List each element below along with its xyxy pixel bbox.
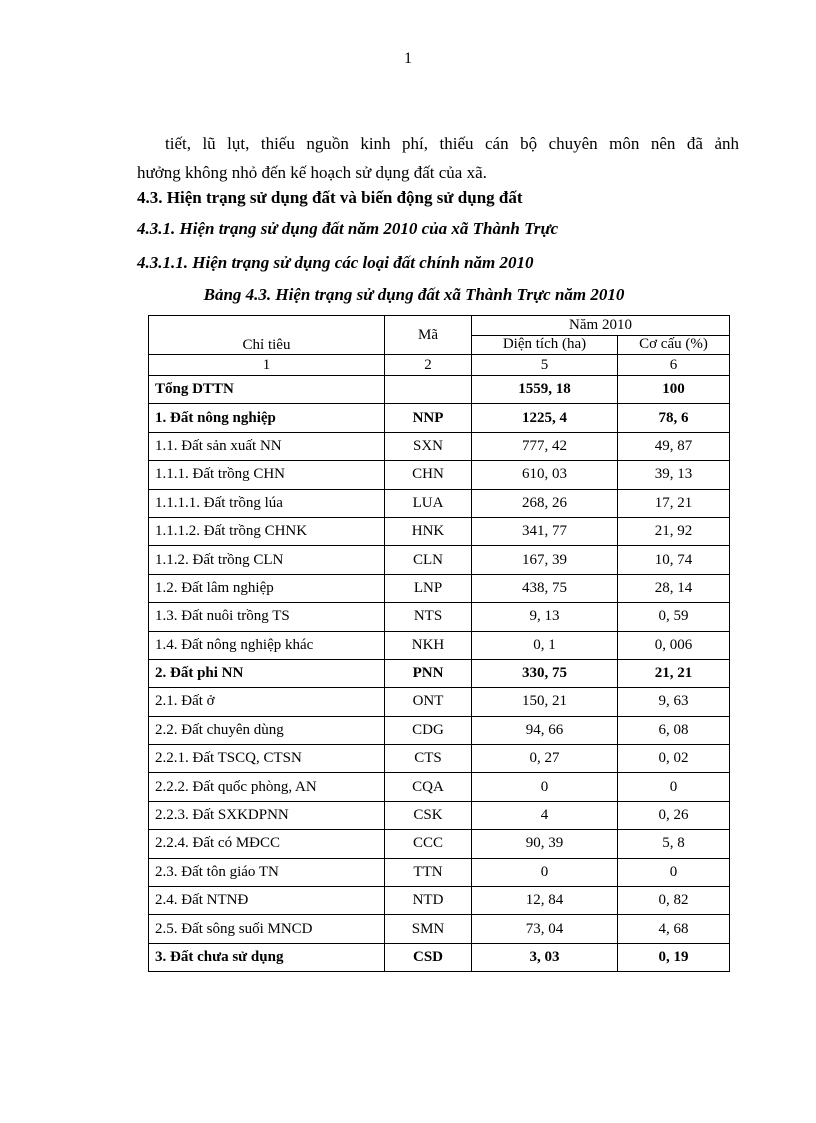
table-row (149, 546, 730, 574)
table-caption: Bảng 4.3. Hiện trạng sử dụng đất xã Thành Trực năm 2010 (203, 285, 625, 304)
table-header-row-1 (149, 316, 730, 336)
table-row (149, 688, 730, 716)
row-share: 0, 26 (618, 801, 730, 829)
column-index-row (149, 355, 730, 376)
section-heading-4-3: 4.3. Hiện trạng sử dụng đất và biến động sử dụng đất (137, 188, 523, 207)
row-area: 3, 03 (472, 943, 618, 971)
row-share: 0, 19 (618, 943, 730, 971)
row-area: 330, 75 (472, 659, 618, 687)
row-share: 0, 82 (618, 887, 730, 915)
row-share: 39, 13 (618, 461, 730, 489)
row-area: 150, 21 (472, 688, 618, 716)
row-share: 78, 6 (618, 404, 730, 432)
paragraph-line-1: tiết, lũ lụt, thiếu nguồn kinh phí, thiếu cán bộ chuyên môn nên đã ảnh (165, 134, 739, 153)
row-area: 0, 1 (472, 631, 618, 659)
row-indicator: 1.1.1. Đất trồng CHN (149, 461, 385, 489)
row-area: 777, 42 (472, 432, 618, 460)
column-index: 1 (149, 355, 385, 376)
row-indicator: 2.3. Đất tôn giáo TN (149, 858, 385, 886)
row-code: CTS (385, 745, 472, 773)
row-indicator: 1.1. Đất sản xuất NN (149, 432, 385, 460)
row-indicator: 1.1.1.2. Đất trồng CHNK (149, 517, 385, 545)
row-share: 6, 08 (618, 716, 730, 744)
row-area: 610, 03 (472, 461, 618, 489)
row-share: 10, 74 (618, 546, 730, 574)
row-indicator: 2.2.2. Đất quốc phòng, AN (149, 773, 385, 801)
table-row (149, 574, 730, 602)
row-indicator: 1.2. Đất lâm nghiệp (149, 574, 385, 602)
row-share: 9, 63 (618, 688, 730, 716)
table-row (149, 404, 730, 432)
row-indicator: 1. Đất nông nghiệp (149, 404, 385, 432)
row-area: 4 (472, 801, 618, 829)
row-share: 21, 92 (618, 517, 730, 545)
row-share: 49, 87 (618, 432, 730, 460)
row-indicator: 2.1. Đất ở (149, 688, 385, 716)
table-row (149, 915, 730, 943)
row-code: LUA (385, 489, 472, 517)
row-code: CQA (385, 773, 472, 801)
table-row (149, 858, 730, 886)
table-row (149, 631, 730, 659)
row-code: TTN (385, 858, 472, 886)
row-area: 268, 26 (472, 489, 618, 517)
row-code: CLN (385, 546, 472, 574)
header-year-group: Năm 2010 (472, 316, 730, 336)
column-index: 6 (618, 355, 730, 376)
table-row (149, 773, 730, 801)
table-row (149, 801, 730, 829)
row-indicator: 2.2.1. Đất TSCQ, CTSN (149, 745, 385, 773)
row-area: 9, 13 (472, 603, 618, 631)
row-area: 167, 39 (472, 546, 618, 574)
header-code: Mã (385, 316, 472, 355)
paragraph-line-2: hưởng không nhỏ đến kế hoạch sử dụng đất của xã. (137, 163, 487, 182)
row-area: 90, 39 (472, 830, 618, 858)
table-row (149, 716, 730, 744)
row-area: 0 (472, 858, 618, 886)
row-code: SMN (385, 915, 472, 943)
row-indicator: 1.1.1.1. Đất trồng lúa (149, 489, 385, 517)
row-code: CDG (385, 716, 472, 744)
row-code: LNP (385, 574, 472, 602)
row-code: NTD (385, 887, 472, 915)
table-row (149, 830, 730, 858)
table-row (149, 887, 730, 915)
table-row (149, 517, 730, 545)
row-area: 438, 75 (472, 574, 618, 602)
row-indicator: 3. Đất chưa sử dụng (149, 943, 385, 971)
column-index: 5 (472, 355, 618, 376)
row-area: 1225, 4 (472, 404, 618, 432)
row-share: 17, 21 (618, 489, 730, 517)
row-share: 5, 8 (618, 830, 730, 858)
row-share: 0, 59 (618, 603, 730, 631)
table-row (149, 489, 730, 517)
row-indicator: 2.4. Đất NTNĐ (149, 887, 385, 915)
table-row (149, 745, 730, 773)
row-code: PNN (385, 659, 472, 687)
row-share: 100 (618, 376, 730, 404)
header-indicator: Chỉ tiêu (149, 316, 385, 355)
table-row (149, 603, 730, 631)
row-indicator: 1.3. Đất nuôi trồng TS (149, 603, 385, 631)
row-indicator: 2. Đất phi NN (149, 659, 385, 687)
table-row (149, 943, 730, 971)
body-paragraph (137, 129, 739, 187)
row-indicator: 1.1.2. Đất trồng CLN (149, 546, 385, 574)
row-code: CSK (385, 801, 472, 829)
row-share: 21, 21 (618, 659, 730, 687)
column-index: 2 (385, 355, 472, 376)
row-code: NTS (385, 603, 472, 631)
row-area: 341, 77 (472, 517, 618, 545)
row-indicator: 2.2. Đất chuyên dùng (149, 716, 385, 744)
row-code: NNP (385, 404, 472, 432)
land-use-table (148, 315, 730, 972)
row-indicator: 2.5. Đất sông suối MNCD (149, 915, 385, 943)
row-indicator: 2.2.3. Đất SXKDPNN (149, 801, 385, 829)
table-row (149, 659, 730, 687)
section-heading-4-3-1-1: 4.3.1.1. Hiện trạng sử dụng các loại đất chính năm 2010 (137, 253, 534, 272)
row-code (385, 376, 472, 404)
row-code: SXN (385, 432, 472, 460)
page-number: 1 (404, 50, 412, 67)
row-share: 0, 006 (618, 631, 730, 659)
header-share: Cơ cấu (%) (618, 335, 730, 355)
row-share: 0 (618, 858, 730, 886)
header-area: Diện tích (ha) (472, 335, 618, 355)
row-area: 12, 84 (472, 887, 618, 915)
row-area: 0 (472, 773, 618, 801)
table-row (149, 376, 730, 404)
row-indicator: Tổng DTTN (149, 376, 385, 404)
row-code: CCC (385, 830, 472, 858)
table-row (149, 461, 730, 489)
table-row (149, 432, 730, 460)
row-share: 4, 68 (618, 915, 730, 943)
row-code: ONT (385, 688, 472, 716)
row-area: 0, 27 (472, 745, 618, 773)
row-share: 0, 02 (618, 745, 730, 773)
row-code: HNK (385, 517, 472, 545)
row-code: CSD (385, 943, 472, 971)
section-heading-4-3-1: 4.3.1. Hiện trạng sử dụng đất năm 2010 của xã Thành Trực (137, 219, 559, 238)
row-indicator: 2.2.4. Đất có MĐCC (149, 830, 385, 858)
row-code: CHN (385, 461, 472, 489)
row-code: NKH (385, 631, 472, 659)
row-share: 28, 14 (618, 574, 730, 602)
row-share: 0 (618, 773, 730, 801)
row-area: 73, 04 (472, 915, 618, 943)
row-indicator: 1.4. Đất nông nghiệp khác (149, 631, 385, 659)
row-area: 1559, 18 (472, 376, 618, 404)
row-area: 94, 66 (472, 716, 618, 744)
